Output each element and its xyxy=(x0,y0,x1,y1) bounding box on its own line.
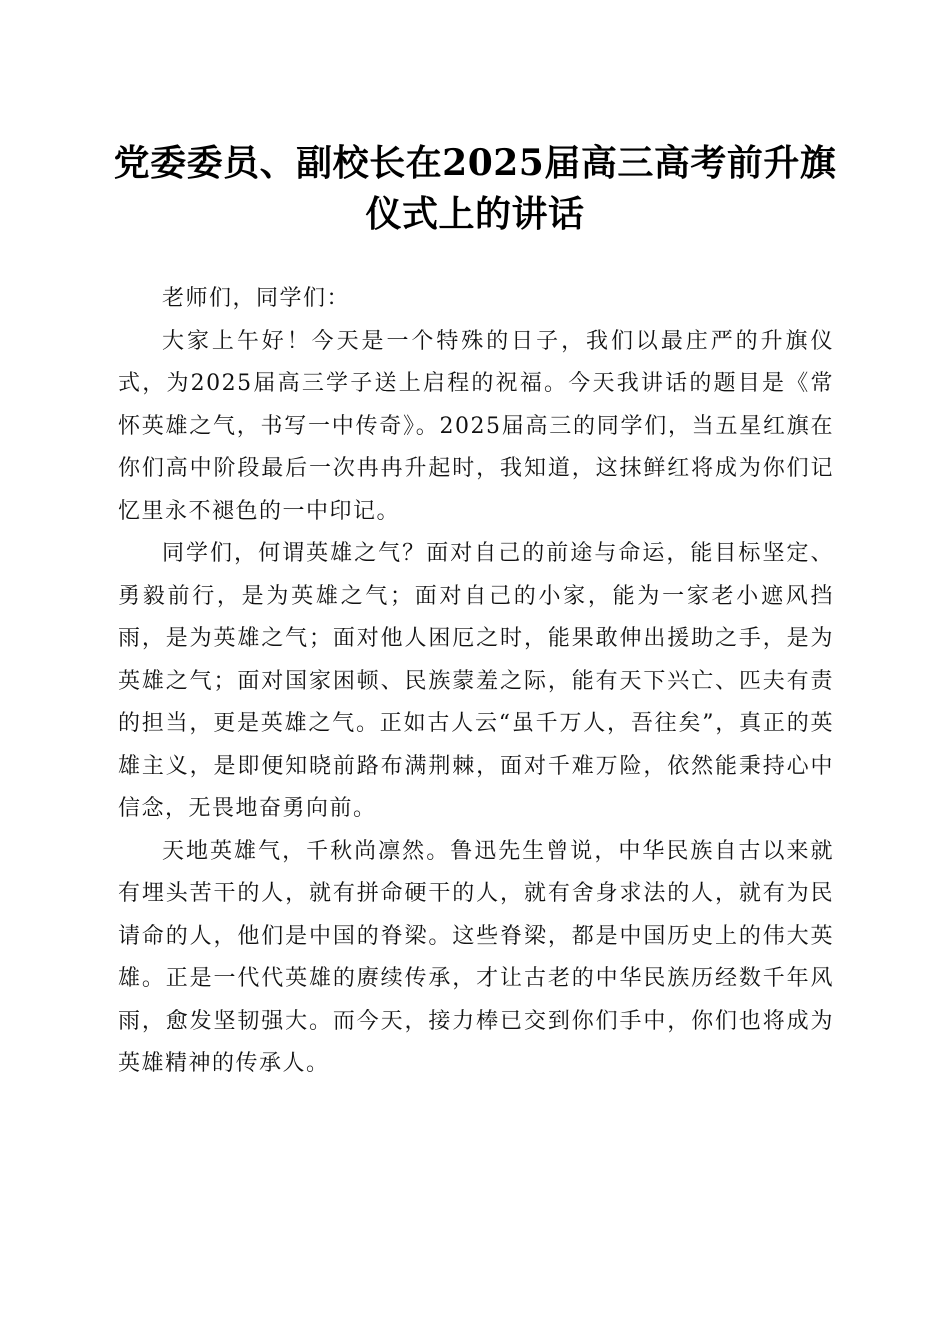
title-line-1: 党委委员、副校长在2025届高三高考前升旗 xyxy=(113,142,837,184)
paragraph-1: 大家上午好！今天是一个特殊的日子，我们以最庄严的升旗仪式，为2025届高三学子送上启程的祝福。今天我讲话的题目是《常怀英雄之气，书写一中传奇》。2025届高三的同学们，当五星红旗在你们高中阶段最后一次冉冉升起时，我知道，这抹鲜红将成为你们记忆里永不褪色的一中印记。 xyxy=(118,328,834,524)
speech-body xyxy=(118,278,834,1086)
page-title xyxy=(100,138,850,240)
paragraph-2: 同学们，何谓英雄之气？面对自己的前途与命运，能目标坚定、勇毅前行，是为英雄之气；面对自己的小家，能为一家老小遮风挡雨，是为英雄之气；面对他人困厄之时，能果敢伸出援助之手，是为英雄之气；面对国家困顿、民族蒙羞之际，能有天下兴亡、匹夫有责的担当，更是英雄之气。正如古人云“虽千万人，吾往矣”，真正的英雄主义，是即便知晓前路布满荆棘，面对千难万险，依然能秉持心中信念，无畏地奋勇向前。 xyxy=(118,541,834,821)
paragraph-3: 天地英雄气，千秋尚凛然。鲁迅先生曾说，中华民族自古以来就有埋头苦干的人，就有拼命硬干的人，就有舍身求法的人，就有为民请命的人，他们是中国的脊梁。这些脊梁，都是中国历史上的伟大英雄。正是一代代英雄的赓续传承，才让古老的中华民族历经数千年风雨，愈发坚韧强大。而今天，接力棒已交到你们手中，你们也将成为英雄精神的传承人。 xyxy=(118,838,834,1076)
greeting: 老师们，同学们： xyxy=(162,286,351,311)
title-line-2: 仪式上的讲话 xyxy=(365,193,585,235)
